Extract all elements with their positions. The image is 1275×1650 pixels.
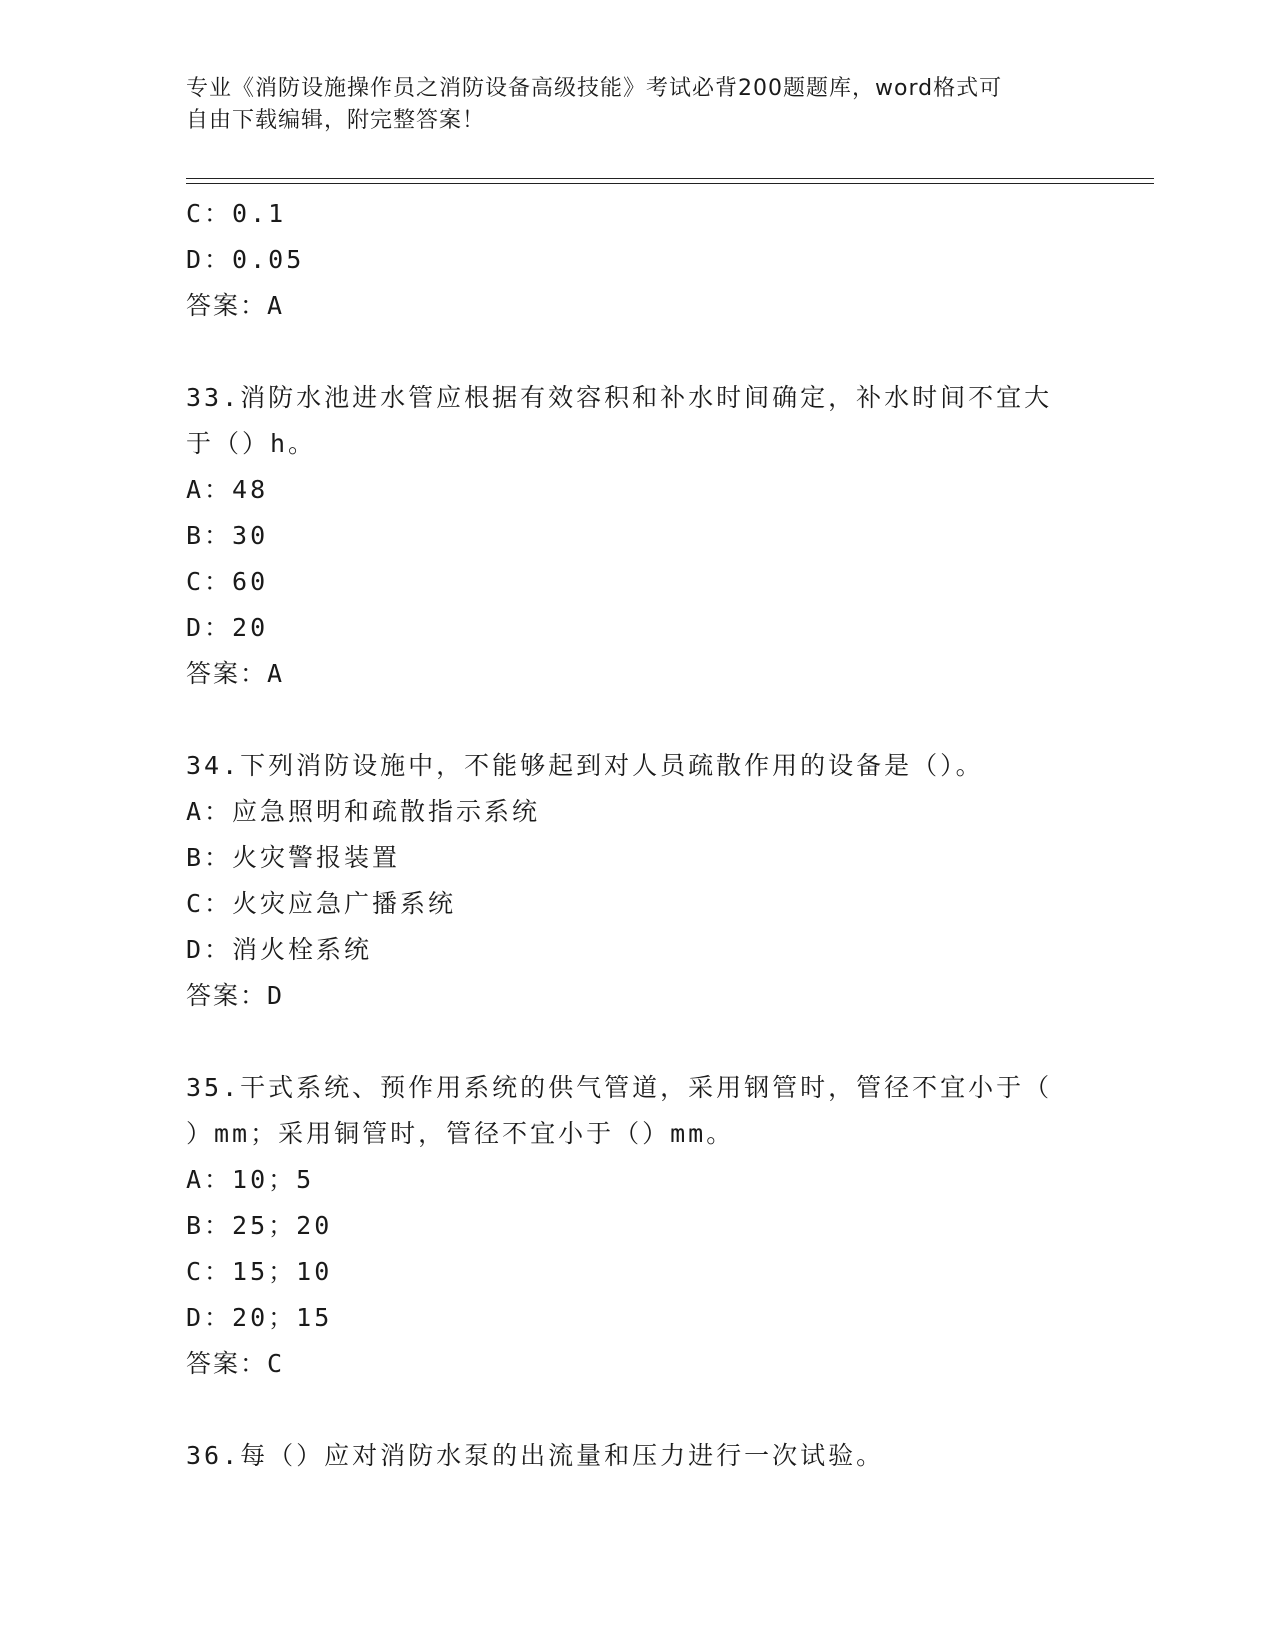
option-d: D：20；15 (186, 1303, 333, 1332)
option-b: B：火灾警报装置 (186, 843, 401, 872)
prev-question-tail (186, 191, 1086, 329)
option-b: B：25；20 (186, 1211, 333, 1240)
spacer (186, 697, 1086, 743)
question-stem: 34.下列消防设施中，不能够起到对人员疏散作用的设备是（）。 (186, 751, 984, 780)
answer-value: D (267, 981, 285, 1010)
option-b: B：30 (186, 521, 269, 550)
answer-line (186, 651, 1086, 697)
answer-line (186, 1341, 1086, 1387)
question-stem: 于（）h。 (186, 429, 317, 458)
option-c: C：60 (186, 567, 269, 596)
option-c: C：0.1 (186, 199, 287, 228)
answer-label: 答案： (186, 659, 268, 688)
answer-value: C (267, 1349, 285, 1378)
spacer (186, 329, 1086, 375)
question-stem: 36.每（）应对消防水泵的出流量和压力进行一次试验。 (186, 1441, 885, 1470)
question-stem: ）mm；采用铜管时，管径不宜小于（）mm。 (186, 1119, 735, 1148)
option-a: A：10；5 (186, 1165, 315, 1194)
answer-value: A (267, 659, 285, 688)
question-33 (186, 375, 1086, 697)
option-c: C：15；10 (186, 1257, 333, 1286)
question-35 (186, 1065, 1086, 1387)
question-stem: 35.干式系统、预作用系统的供气管道，采用钢管时，管径不宜小于（ (186, 1073, 1053, 1102)
document-body (186, 191, 1086, 1479)
option-d: D：20 (186, 613, 269, 642)
answer-line (186, 973, 1086, 1019)
answer-line (186, 283, 1086, 329)
question-34 (186, 743, 1086, 1019)
spacer (186, 1387, 1086, 1433)
header-line-1: 专业《消防设施操作员之消防设备高级技能》考试必背200题题库，word格式可 (186, 76, 1003, 101)
spacer (186, 1019, 1086, 1065)
option-d: D：消火栓系统 (186, 935, 373, 964)
option-a: A：应急照明和疏散指示系统 (186, 797, 541, 826)
document-header (186, 73, 1086, 137)
answer-label: 答案： (186, 1349, 268, 1378)
answer-value: A (267, 291, 285, 320)
header-line-2: 自由下载编辑，附完整答案！ (186, 108, 486, 133)
option-c: C：火灾应急广播系统 (186, 889, 457, 918)
answer-label: 答案： (186, 291, 268, 320)
option-d: D：0.05 (186, 245, 305, 274)
question-36 (186, 1433, 1086, 1479)
question-stem: 33.消防水池进水管应根据有效容积和补水时间确定，补水时间不宜大 (186, 383, 1053, 412)
option-a: A：48 (186, 475, 269, 504)
header-divider (186, 178, 1154, 184)
answer-label: 答案： (186, 981, 268, 1010)
